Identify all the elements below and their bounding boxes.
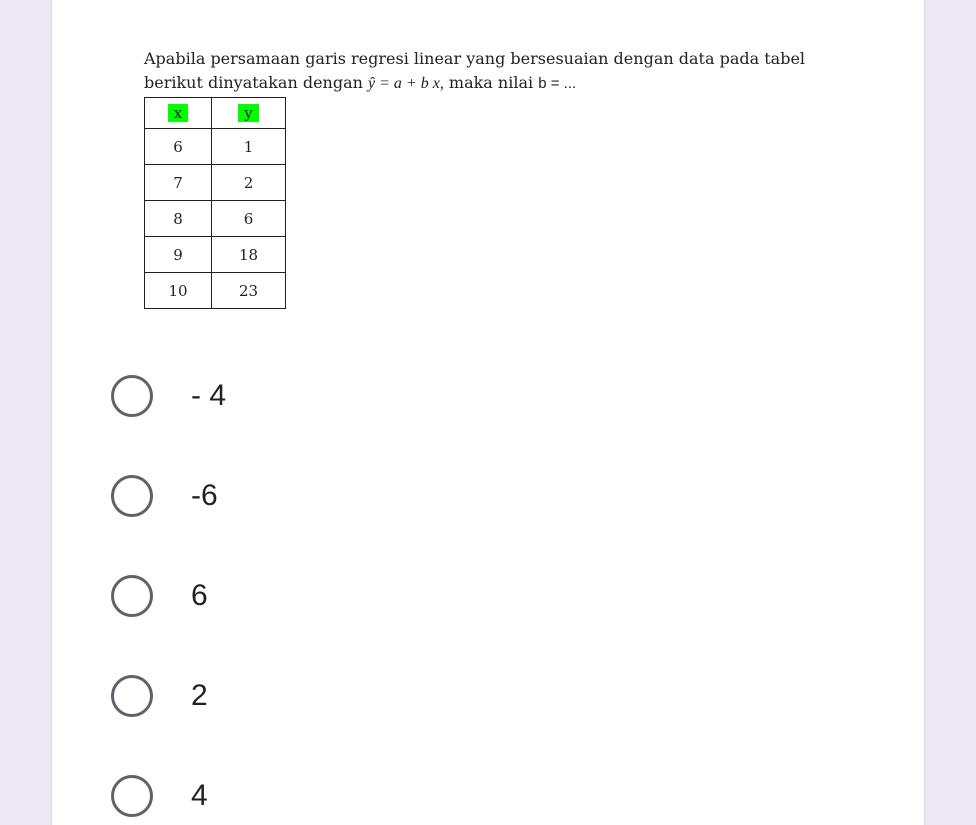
option-d[interactable]	[111, 646, 226, 746]
radio-button[interactable]	[111, 475, 153, 517]
option-e[interactable]	[111, 746, 226, 825]
question-line-2-middle: maka nilai	[443, 73, 539, 92]
question-line-2-prefix: berikut dinyatakan dengan	[144, 73, 369, 92]
option-label[interactable]: 2	[191, 679, 208, 712]
table-cell-x: 8	[145, 201, 212, 237]
table-cell-x: 7	[145, 165, 212, 201]
table-header-row	[145, 98, 286, 129]
option-label[interactable]: - 4	[191, 379, 227, 412]
data-table	[144, 97, 286, 309]
option-label[interactable]: 6	[191, 579, 208, 612]
radio-button[interactable]	[111, 575, 153, 617]
table-row	[145, 165, 286, 201]
question-text	[144, 47, 864, 96]
table-row	[145, 273, 286, 309]
radio-button[interactable]	[111, 675, 153, 717]
table-cell-x: 10	[145, 273, 212, 309]
table-cell-y: 2	[212, 165, 286, 201]
option-c[interactable]	[111, 546, 226, 646]
table-header-y	[212, 98, 286, 129]
header-x-label: x	[168, 104, 188, 122]
table-cell-y: 6	[212, 201, 286, 237]
table-row	[145, 201, 286, 237]
question-line-1: Apabila persamaan garis regresi linear yang bersesuaian dengan data pada tabel	[144, 49, 806, 68]
header-y-label: y	[238, 104, 258, 122]
question-line-2	[144, 71, 864, 96]
option-label[interactable]: 4	[191, 779, 208, 812]
table-row	[145, 237, 286, 273]
regression-equation: ŷ = a + b x,	[368, 75, 444, 92]
table-cell-y: 18	[212, 237, 286, 273]
table-cell-y: 1	[212, 129, 286, 165]
table-header-x	[145, 98, 212, 129]
question-line-2-suffix: b = ...	[538, 75, 577, 92]
answer-options	[111, 346, 226, 825]
form-card	[51, 0, 925, 825]
table-cell-y: 23	[212, 273, 286, 309]
table-row	[145, 129, 286, 165]
table-cell-x: 9	[145, 237, 212, 273]
radio-button[interactable]	[111, 775, 153, 817]
table-cell-x: 6	[145, 129, 212, 165]
option-a[interactable]	[111, 346, 226, 446]
option-label[interactable]: -6	[191, 479, 218, 512]
radio-button[interactable]	[111, 375, 153, 417]
option-b[interactable]	[111, 446, 226, 546]
